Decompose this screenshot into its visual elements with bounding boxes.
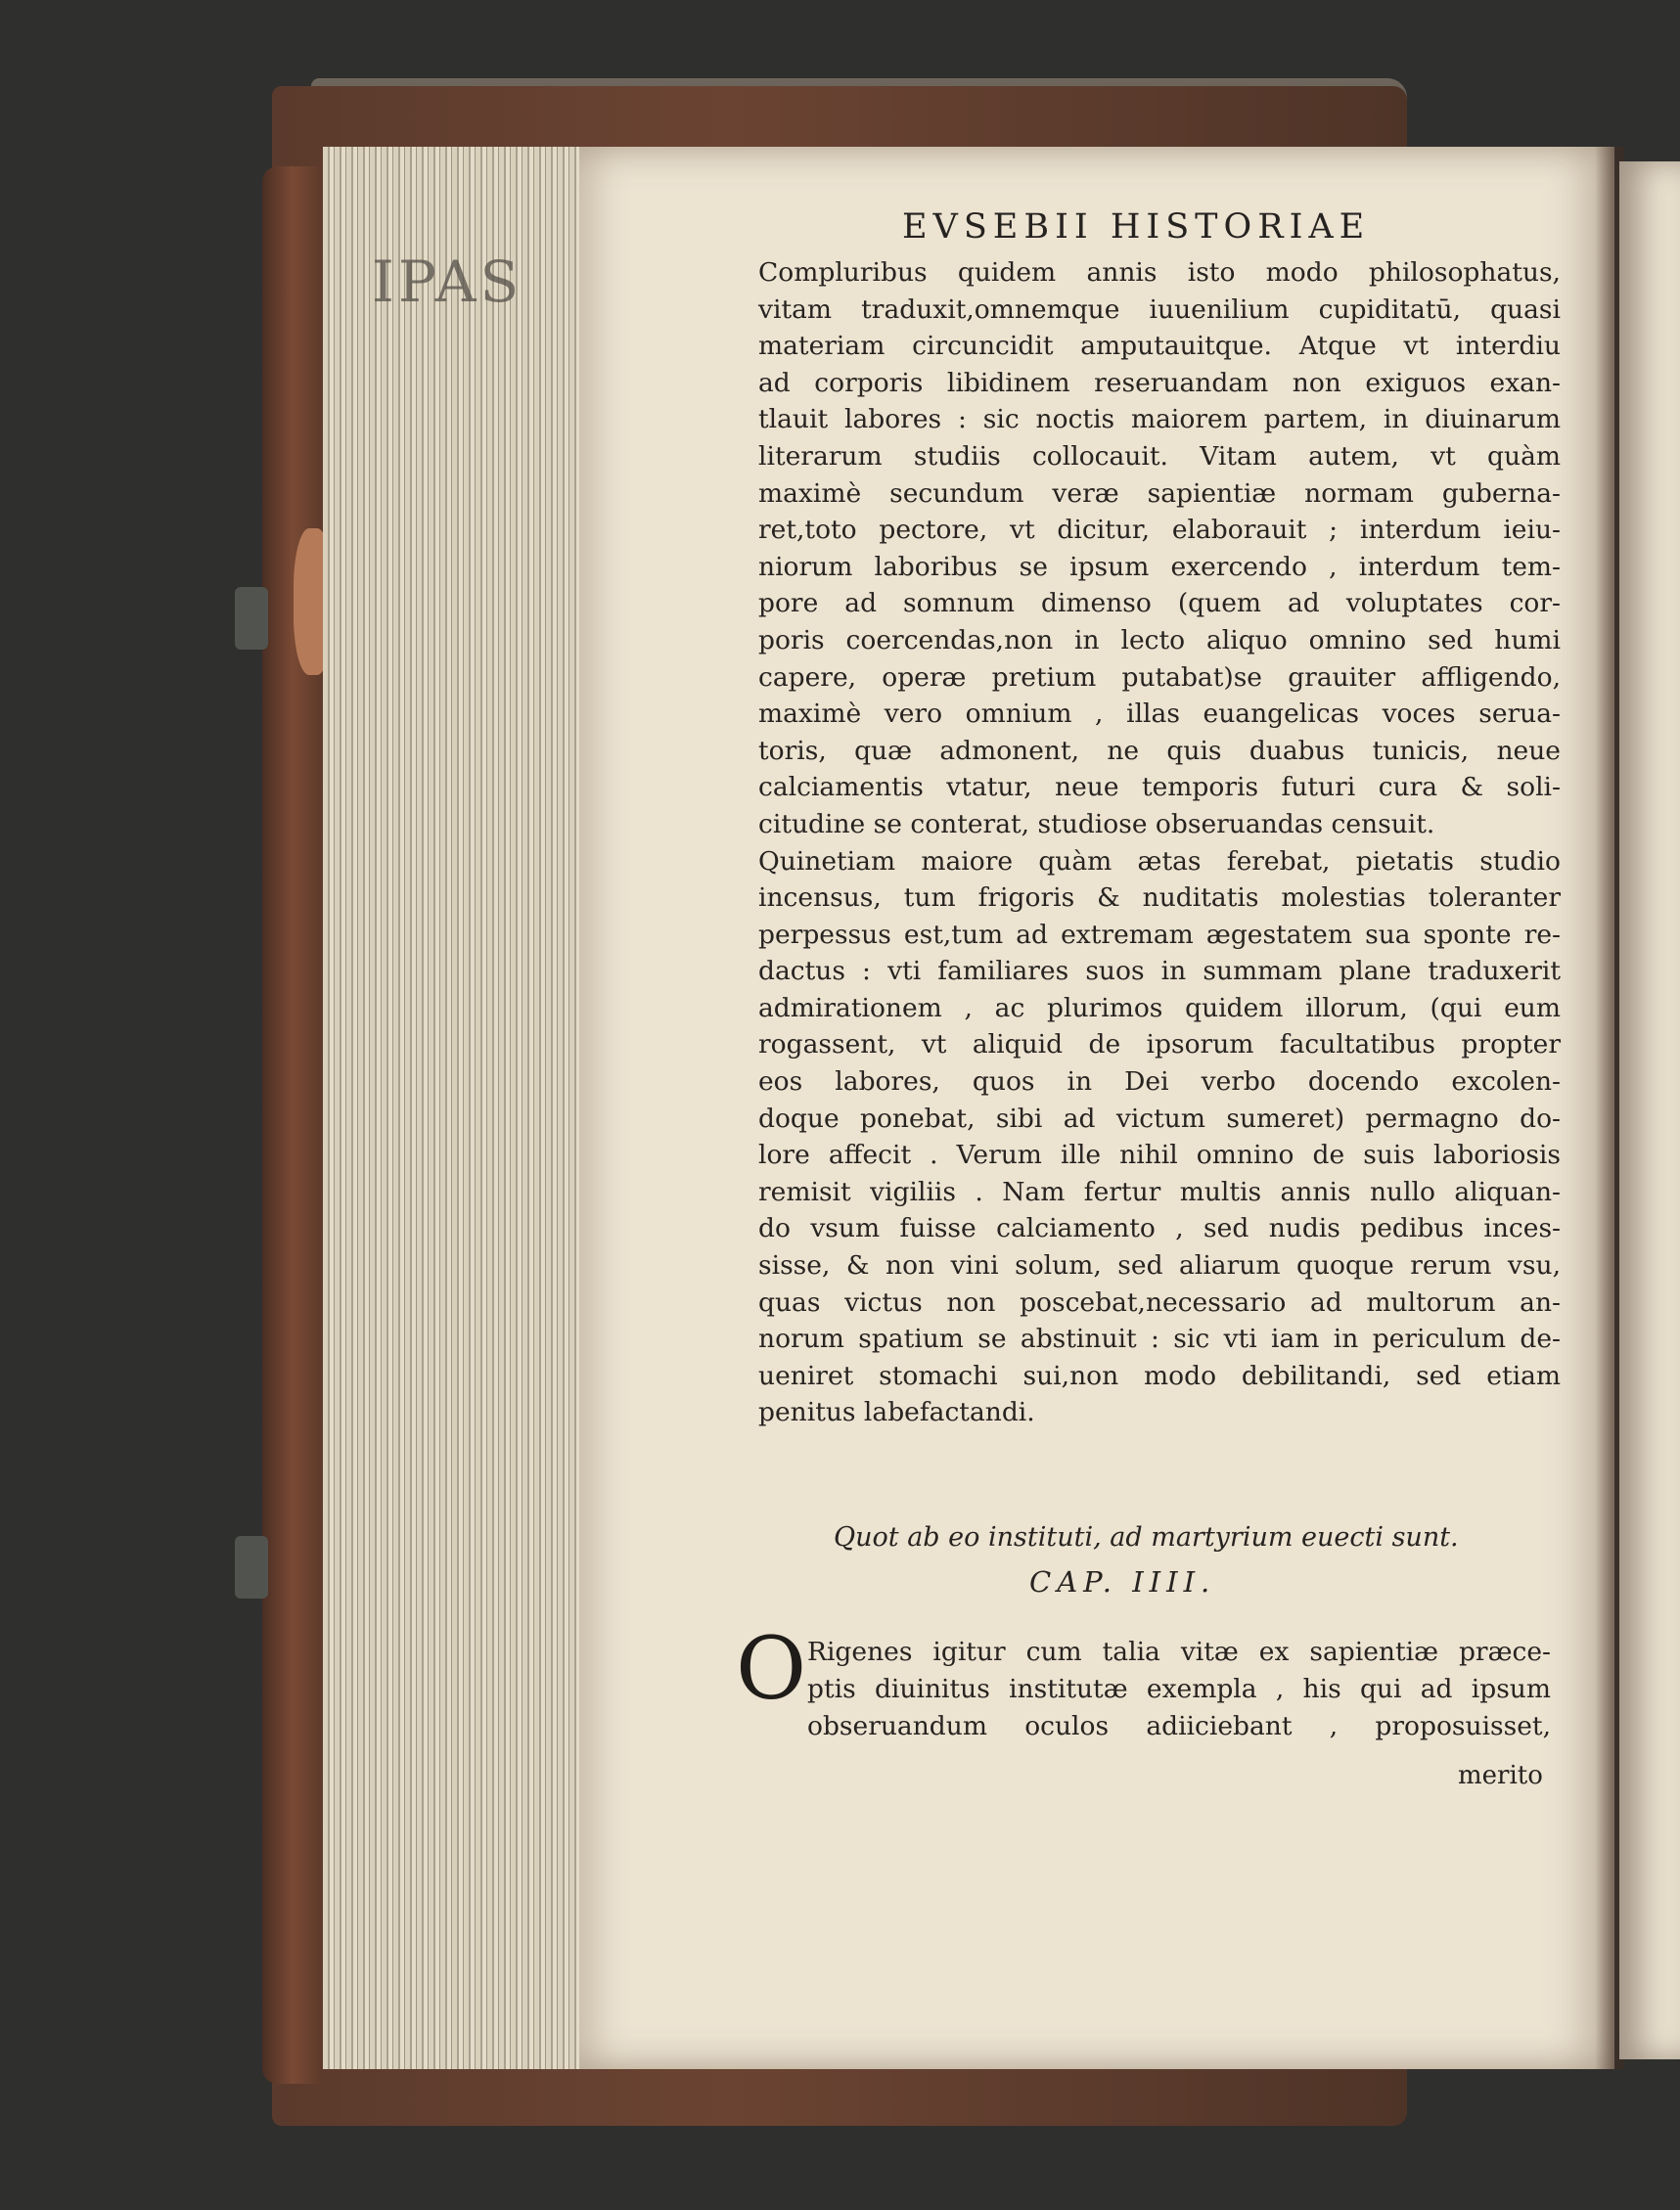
text-line: ad corporis libidinem reseruandam non exiguos exan- <box>758 367 1561 398</box>
text-line: capere, operæ pretium putabat)se grauiter affligendo, <box>758 661 1561 693</box>
text-line: Rigenes igitur cum talia vitæ ex sapientiæ præce- <box>807 1637 1551 1667</box>
text-line: do vsum fuisse calciamento , sed nudis pedibus inces- <box>758 1213 1561 1244</box>
book-spine <box>262 166 323 2084</box>
text-line: lore affecit . Verum ille nihil omnino de suis laboriosis <box>758 1140 1561 1171</box>
edge-inscription: IPAS <box>372 248 523 315</box>
chapter-number: CAP. IIII. <box>1029 1565 1216 1599</box>
text-line: ret,toto pectore, vt dicitur, elaborauit ; interdum ieiu- <box>758 515 1561 546</box>
body-paragraph <box>758 254 1561 1431</box>
text-line: incensus, tum frigoris & nuditatis molestias toleranter <box>758 882 1561 914</box>
text-line: Quinetiam maiore quàm ætas ferebat, pietatis studio <box>758 845 1561 877</box>
text-line: perpessus est,tum ad extremam ægestatem sua sponte re- <box>758 919 1561 950</box>
text-line: ptis diuinitus institutæ exempla , his qui ad ipsum <box>807 1674 1551 1704</box>
running-head: EVSEBII HISTORIAE <box>902 207 1371 247</box>
text-line: eos labores, quos in Dei verbo docendo excolen- <box>758 1066 1561 1098</box>
text-line: doque ponebat, sibi ad victum sumeret) permagno do- <box>758 1103 1561 1134</box>
text-line: calciamentis vtatur, neue temporis futuri cura & soli- <box>758 772 1561 803</box>
chapter-paragraph <box>807 1634 1551 1745</box>
text-line: Compluribus quidem annis isto modo philosophatus, <box>758 257 1561 288</box>
text-line: tlauit labores : sic noctis maiorem partem, in diuinarum <box>758 404 1561 435</box>
catchword: merito <box>1458 1761 1543 1790</box>
text-line: dactus : vti familiares suos in summam plane traduxerit <box>758 956 1561 987</box>
text-line: quas victus non poscebat,necessario ad multorum an- <box>758 1286 1561 1318</box>
text-line: materiam circuncidit amputauitque. Atque vt interdiu <box>758 331 1561 362</box>
text-line: admirationem , ac plurimos quidem illorum, (qui eum <box>758 992 1561 1023</box>
text-line: maximè secundum veræ sapientiæ normam guberna- <box>758 477 1561 509</box>
text-line: literarum studiis collocauit. Vitam autem, vt quàm <box>758 440 1561 472</box>
text-line: poris coercendas,non in lecto aliquo omnino sed humi <box>758 624 1561 655</box>
text-line: vitam traduxit,omnemque iuuenilium cupiditatū, quasi <box>758 293 1561 325</box>
text-line: penitus labefactandi. <box>758 1397 1035 1428</box>
text-line: pore ad somnum dimenso (quem ad voluptates cor- <box>758 588 1561 619</box>
text-line: niorum laboribus se ipsum exercendo , interdum tem- <box>758 551 1561 582</box>
text-line: obseruandum oculos adiiciebant , proposuisset, <box>807 1711 1551 1741</box>
chapter-title: Quot ab eo instituti, ad martyrium euecti sunt. <box>834 1522 1459 1553</box>
text-line: ueniret stomachi sui,non modo debilitandi, sed etiam <box>758 1360 1561 1391</box>
text-line: citudine se conterat, studiose obseruandas censuit. <box>758 808 1435 839</box>
page-block-edges <box>323 147 581 2069</box>
text-line: sisse, & non vini solum, sed aliarum quoque rerum vsu, <box>758 1250 1561 1282</box>
metal-clasp-top <box>235 587 268 650</box>
text-line: norum spatium se abstinuit : sic vti iam in periculum de- <box>758 1324 1561 1355</box>
metal-clasp-bottom <box>235 1536 268 1599</box>
drop-cap: O <box>736 1618 807 1719</box>
text-line: remisit vigiliis . Nam fertur multis annis nullo aliquan- <box>758 1176 1561 1207</box>
text-line: toris, quæ admonent, ne quis duabus tunicis, neue <box>758 735 1561 766</box>
text-line: maximè vero omnium , illas euangelicas voces serua- <box>758 699 1561 730</box>
facing-page-sliver <box>1619 161 1680 2059</box>
text-line: rogassent, vt aliquid de ipsorum facultatibus propter <box>758 1029 1561 1060</box>
